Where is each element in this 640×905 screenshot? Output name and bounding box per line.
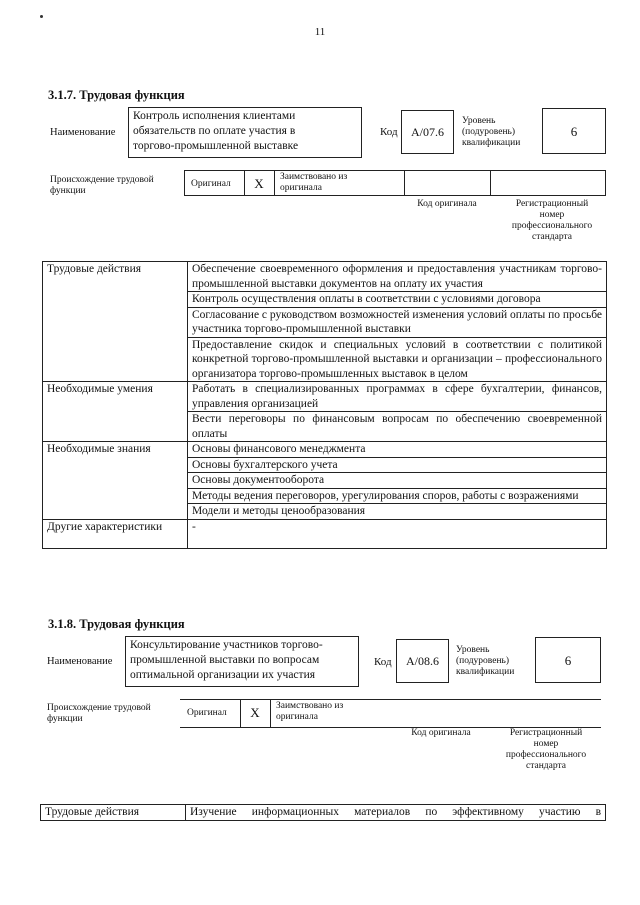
- code-label: Код: [380, 126, 398, 138]
- original-mark: X: [250, 705, 260, 720]
- function-name-box: [125, 636, 359, 687]
- scan-speck: [40, 15, 43, 18]
- name-label: Наименование: [50, 127, 116, 138]
- table-cell: Контроль осуществления оплаты в соответствии с условиями договора: [188, 292, 607, 308]
- table-cell: Модели и методы ценообразования: [188, 504, 607, 520]
- code-label: Код: [374, 656, 392, 668]
- reg-caption-line: профессионального: [505, 750, 587, 760]
- table-row: [43, 382, 607, 412]
- reg-caption-line: Регистрационный: [509, 728, 583, 738]
- origin-label: [50, 175, 154, 197]
- page-number: 11: [314, 26, 326, 38]
- row-label: Трудовые действия: [43, 262, 188, 382]
- original-mark: X: [254, 176, 264, 191]
- level-label-line: (подуровень): [462, 127, 516, 137]
- level-value: 6: [542, 108, 606, 154]
- name-label: Наименование: [47, 656, 113, 667]
- function-name-line: Консультирование участников торгово-: [130, 639, 323, 651]
- origin-label-line: функции: [47, 714, 83, 724]
- table-row: [41, 805, 606, 821]
- level-label-line: Уровень: [462, 116, 496, 126]
- code-original-caption: Код оригинала: [417, 199, 477, 209]
- level-label-line: Уровень: [456, 645, 490, 655]
- section-title: 3.1.7. Трудовая функция: [48, 88, 185, 102]
- reg-caption-line: профессионального: [511, 221, 593, 231]
- section-title: 3.1.8. Трудовая функция: [48, 617, 185, 631]
- function-name-box: [128, 107, 362, 158]
- table-row: [43, 519, 607, 548]
- borrowed-label-line: Заимствовано из: [276, 701, 344, 711]
- origin-label-line: функции: [50, 186, 86, 196]
- level-label-line: (подуровень): [456, 656, 510, 666]
- reg-caption-line: номер: [533, 739, 559, 749]
- table-cell: Основы бухгалтерского учета: [188, 457, 607, 473]
- reg-caption-line: стандарта: [532, 232, 572, 242]
- function-name-line: обязательств по оплате участия в: [133, 125, 296, 137]
- table-cell: Согласование с руководством возможностей изменения условий оплаты по просьбе участника торгово-промышленной выставки: [188, 307, 607, 337]
- borrowed-label-line: оригинала: [280, 183, 322, 193]
- table-row: [43, 262, 607, 292]
- level-label: [456, 645, 514, 678]
- level-label-line: квалификации: [462, 138, 521, 148]
- row-label: Другие характеристики: [43, 519, 188, 548]
- level-label: [462, 116, 520, 149]
- original-label: Оригинал: [191, 179, 231, 189]
- reg-caption-line: номер: [539, 210, 565, 220]
- table-cell: Предоставление скидок и специальных условий в соответствии с политикой конкретной торгово-промышленной выставки и организации – профессионального организатора торгово-промышленных выставок в целом: [188, 337, 607, 382]
- level-label-line: квалификации: [456, 667, 515, 677]
- table-cell: Основы документооборота: [188, 473, 607, 489]
- function-table: [40, 804, 606, 821]
- function-table: [42, 261, 607, 549]
- reg-caption-line: Регистрационный: [515, 199, 589, 209]
- origin-label: [47, 703, 151, 725]
- row-label: Необходимые умения: [43, 382, 188, 442]
- code-value: А/08.6: [396, 639, 449, 683]
- table-row: [43, 442, 607, 458]
- table-cell: Методы ведения переговоров, урегулирования споров, работы с возражениями: [188, 488, 607, 504]
- table-cell: Вести переговоры по финансовым вопросам по обеспечению своевременной оплаты: [188, 412, 607, 442]
- reg-number-caption: [494, 199, 610, 243]
- borrowed-label: [280, 172, 347, 194]
- table-cell: Основы финансового менеджмента: [188, 442, 607, 458]
- borrowed-label-line: оригинала: [276, 712, 318, 722]
- function-name-line: промышленной выставки по вопросам: [130, 654, 320, 666]
- table-cell: Обеспечение своевременного оформления и предоставления участникам торгово-промышленной выставки документов на оплату их участия: [188, 262, 607, 292]
- level-value: 6: [535, 637, 601, 683]
- reg-caption-line: стандарта: [526, 761, 566, 771]
- reg-number-caption: [488, 728, 604, 772]
- code-value: А/07.6: [401, 110, 454, 154]
- origin-label-line: Происхождение трудовой: [47, 703, 151, 713]
- table-cell: Работать в специализированных программах в сфере бухгалтерии, финансов, управления организацией: [188, 382, 607, 412]
- borrowed-label: [276, 701, 343, 723]
- function-name-line: торгово-промышленной выставке: [133, 140, 299, 152]
- code-original-caption: Код оригинала: [411, 728, 471, 738]
- origin-label-line: Происхождение трудовой: [50, 175, 154, 185]
- function-name-line: Контроль исполнения клиентами: [133, 110, 296, 122]
- row-label: Трудовые действия: [41, 805, 186, 821]
- row-label: Необходимые знания: [43, 442, 188, 520]
- original-label: Оригинал: [187, 708, 227, 718]
- table-cell: Изучение информационных материалов по эффективному участию в: [186, 805, 606, 821]
- borrowed-label-line: Заимствовано из: [280, 172, 348, 182]
- table-cell: -: [188, 519, 607, 548]
- function-name-line: оптимальной организации их участия: [130, 669, 316, 681]
